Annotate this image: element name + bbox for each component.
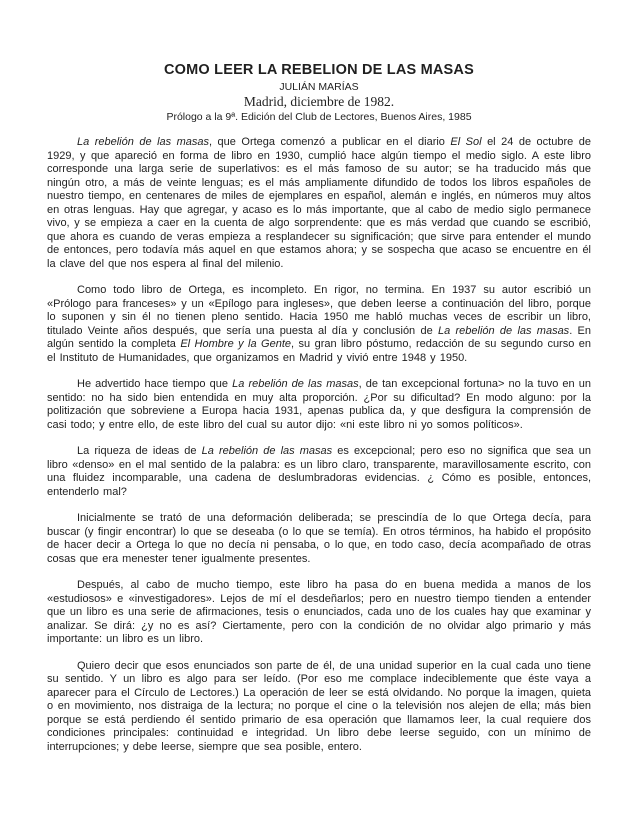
body-text: , de tan excepcional fortuna> no la tuvo en un sentido: no ha sido bien entendida en muy alta proporción. ¿Por su dificultad? En modo alguno: por la politización que sobreviene a Europa hacia 1931, apenas publica da, y que desfigura la comprensión de casi todo; y entre ello, de este libro del cual su autor dijo: «ni este libro ni yo somos políticos». <box>47 378 591 431</box>
body-text: Como todo libro de Ortega, es incompleto. En rigor, no termina. En 1937 su autor escribió un «Prólogo para franceses» y un «Epílogo para ingleses», que deben leerse a continuación del libro, porque lo suponen y sin él no tienen pleno sentido. Hacia 1950 me habló muchas veces de escribir un libro, titulado Veinte años después, que sería una puesta al día y conclusión de <box>47 284 591 337</box>
document-author: JULIÁN MARÍAS <box>279 81 359 93</box>
italic-text: El Sol <box>450 136 482 148</box>
document-edition-line: Prólogo a la 9ª. Edición del Club de Lectores, Buenos Aires, 1985 <box>166 111 472 123</box>
paragraph <box>47 136 591 271</box>
body-text: , que Ortega comenzó a publicar en el diario <box>209 136 451 148</box>
italic-text: La rebelión de las masas <box>232 378 359 390</box>
body-text: Después, al cabo de mucho tiempo, este libro ha pasa do en buena medida a manos de los «estudiosos» e «investigadores». Lejos de mí el desdeñarlos; pero en nuestro tiempo tienden a entender que un libro es una serie de afirmaciones, tesis o enunciados, cada uno de los cuales hay que examinar y analizar. Se dirá: ¿y no es así? Ciertamente, pero con la condición de no olvidar algo primario y más importante: un libro es un libro. <box>47 579 591 645</box>
body-text: . En algún sentido la completa <box>47 324 591 350</box>
body-text: Quiero decir que esos enunciados son parte de él, de una unidad superior en la cual cada uno tiene su sentido. Y un libro es algo para ser leído. (Por eso me complace indeciblemente que éste vaya a aparecer para el Círculo de Lectores.) La operación de leer se está olvidando. No porque la imagen, quieta o en movimiento, nos distraiga de la lectura; no porque el cine o la televisión nos alejen de ella; más bien porque se está perdiendo él sentido primario de esa operación que llamamos leer, la cual requiere dos condiciones principales: continuidad e integridad. Un libro debe leerse seguido, con un mínimo de interrupciones; y debe leerse, siempre que sea posible, entero. <box>47 659 591 753</box>
paragraph <box>47 512 591 566</box>
body-text: , su gran libro póstumo, redacción de su segundo curso en el Instituto de Humanidades, que organizamos en Madrid y vivió entre 1948 y 1950. <box>47 338 592 364</box>
body-text: es excepcional; pero eso no significa que sea un libro «denso» en el mal sentido de la palabra: es un libro claro, transparente, maravillosamente escrito, con una fluidez incomparable, una cadena de deslumbradoras evidencias. ¿ Cómo es posible, entonces, entenderlo mal? <box>47 445 591 498</box>
italic-text: El Hombre y la Gente <box>180 338 292 350</box>
body-text: Inicialmente se trató de una deformación deliberada; se prescindía de lo que Ortega decía, para buscar (y fingir encontrar) lo que se deseaba (o lo que se temía). En otros términos, ha habido el propósito de hacer decir a Ortega lo que no decía ni pensaba, o lo que, en todo caso, decía acompañado de otras cosas que era menester tener igualmente presentes. <box>47 512 591 565</box>
italic-text: La rebelión de las masas <box>77 136 210 148</box>
body-text: La riqueza de ideas de <box>77 445 202 457</box>
paragraph <box>47 378 591 432</box>
paragraph <box>47 660 591 755</box>
italic-text: La rebelión de las masas <box>437 324 570 337</box>
body-text: el 24 de octubre de 1929, y que apareció en forma de libro en 1930, cumplió hace algún tiempo el medio siglo. A este libro corresponde una larga serie de superlativos: es el más famoso de su autor; se ha traducido más que ningún otro, a más de veinte lenguas; es el más ampliamente difundido de todos los libros españoles de nuestro tiempo, en centenares de miles de ejemplares en español, alemán e inglés, en números muy altos en otras lenguas. Hay que agregar, y acaso es lo más importante, que al cabo de medio siglo permanece vivo, y se empieza a caer en la cuenta de algo sorprendente: que es más verdad que cuando se escribió, que ahora es cuando de veras empieza a resplandecer su significación; que sirve para entender el mundo de entonces, pero todavía más aquel en que estamos ahora; y se sospecha que acaso se encuentre en él la clave del que nos espera al final del milenio. <box>47 136 591 270</box>
document-title: COMO LEER LA REBELION DE LAS MASAS <box>164 62 474 78</box>
document-dateline: Madrid, diciembre de 1982. <box>243 94 395 109</box>
paragraph <box>47 579 591 647</box>
paragraph <box>47 284 591 365</box>
paragraph <box>47 445 591 499</box>
italic-text: La rebelión de las masas <box>201 445 333 457</box>
body-text: He advertido hace tiempo que <box>77 378 233 390</box>
document-body <box>47 136 591 754</box>
